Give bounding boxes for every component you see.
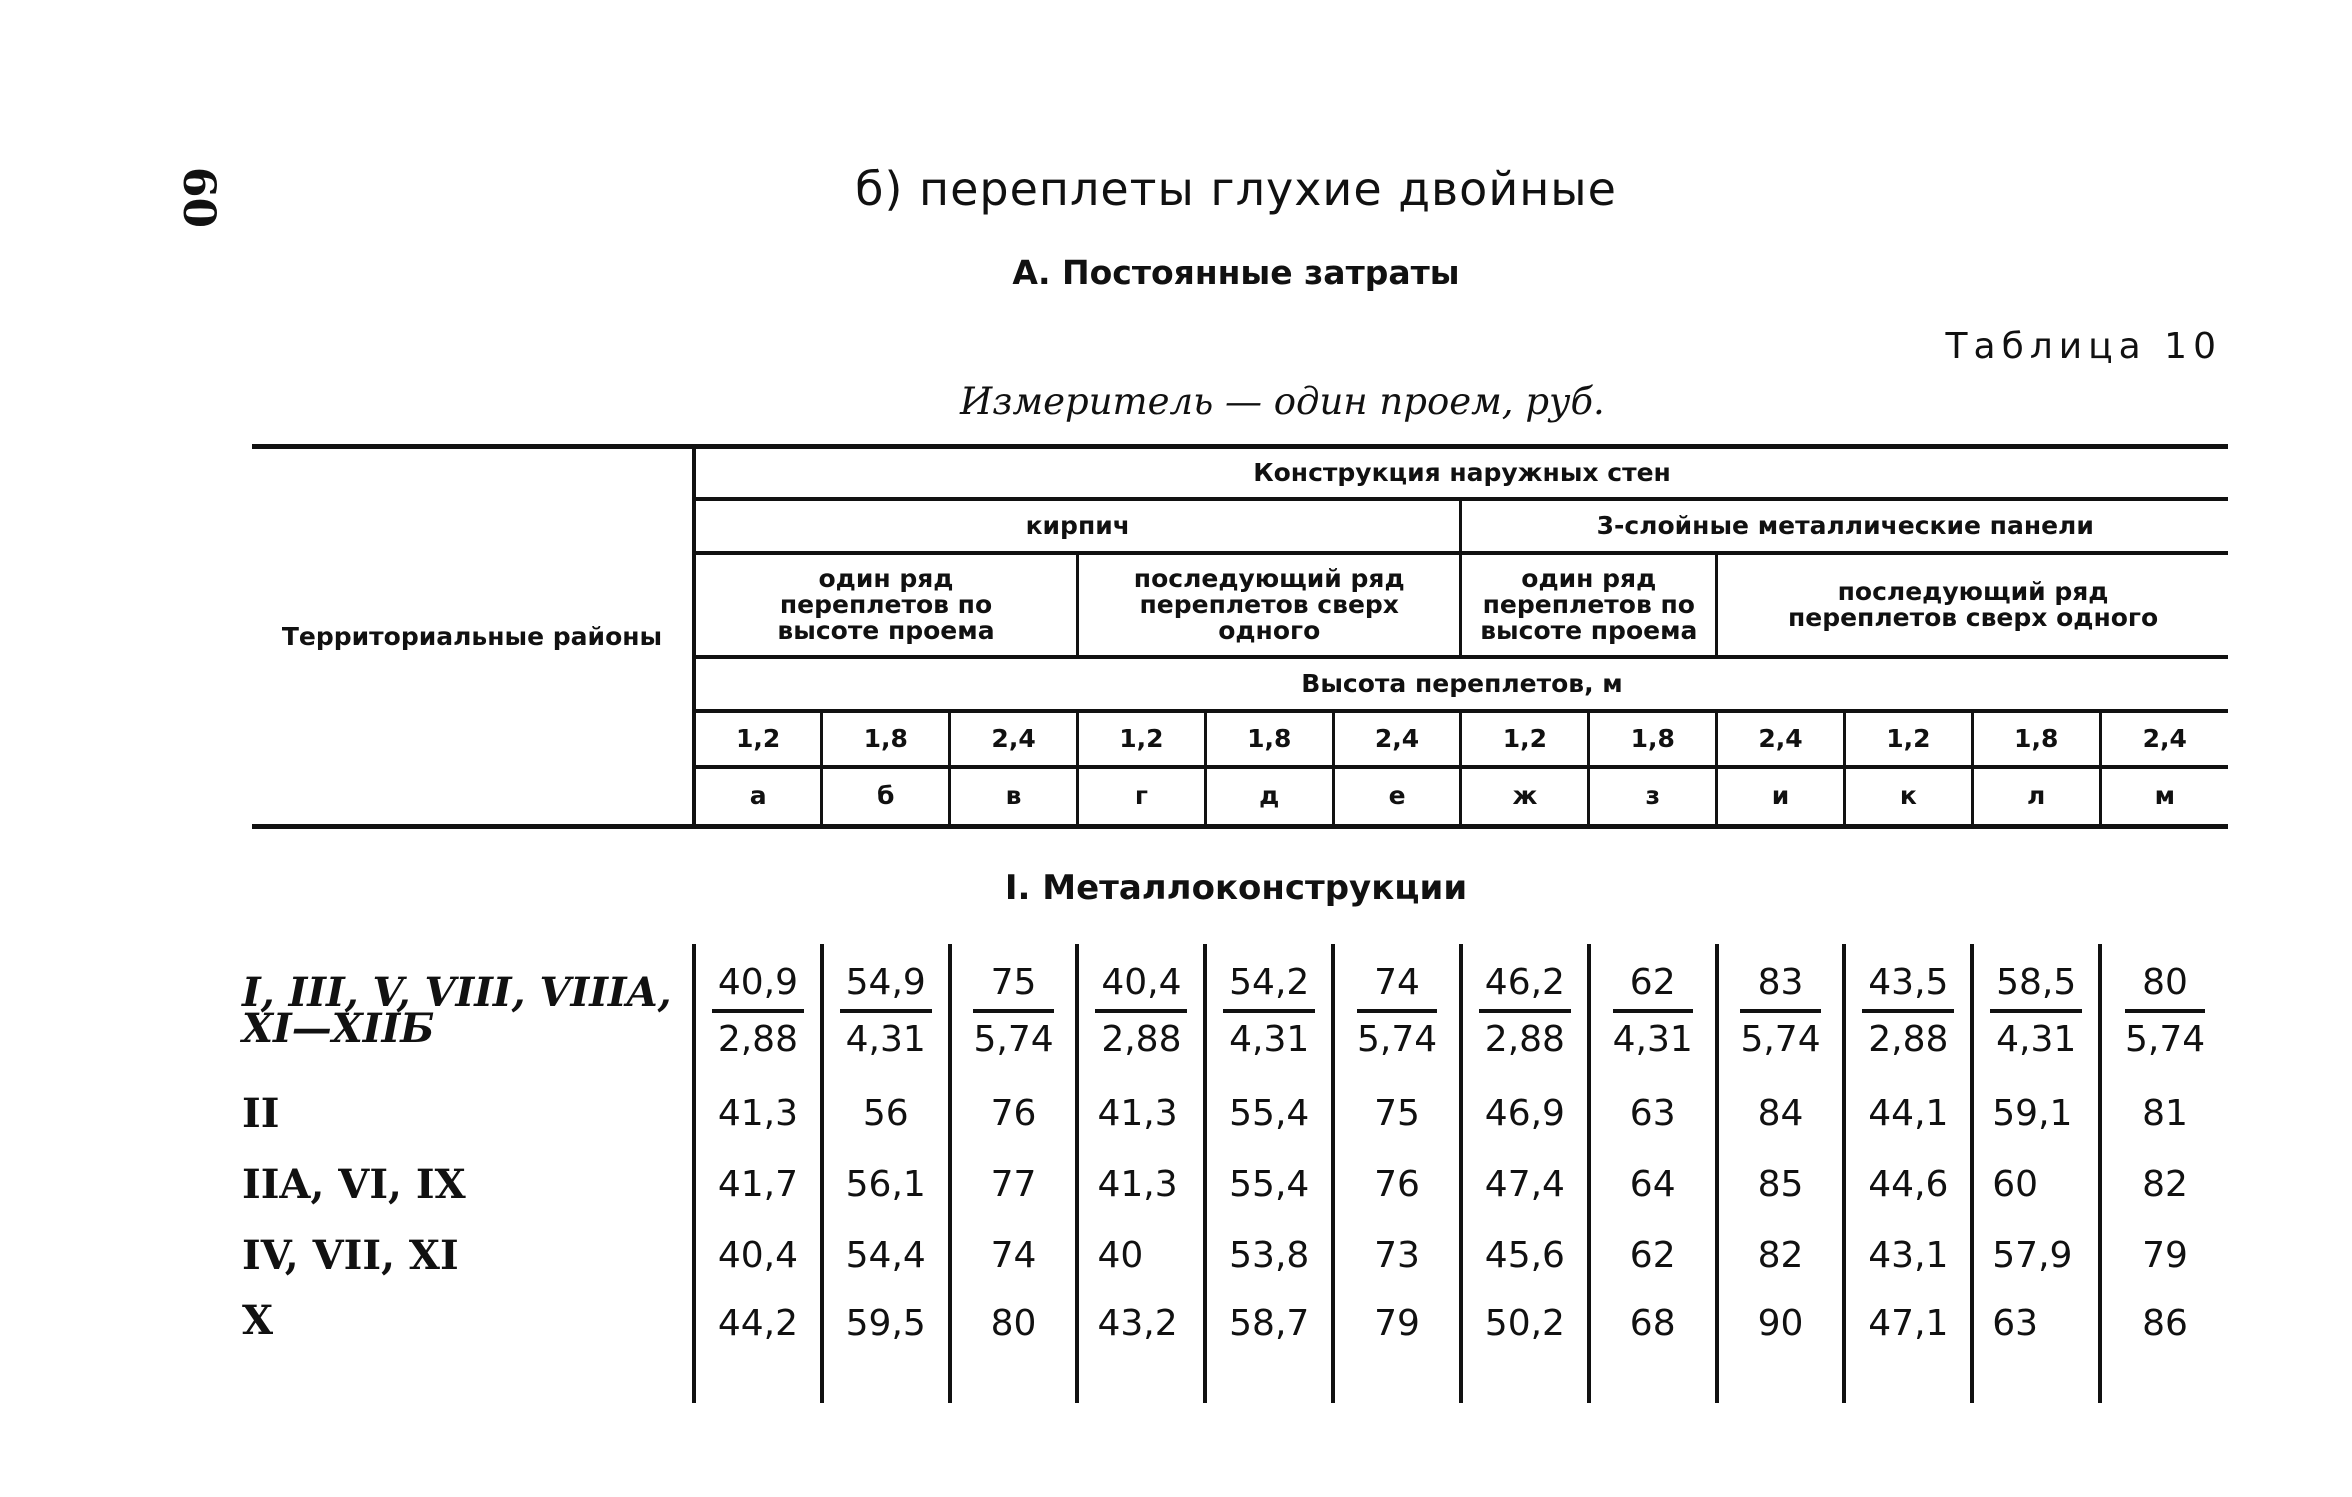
- fraction: [1357, 962, 1437, 1060]
- letter-cell: з: [1589, 767, 1717, 827]
- fraction-numerator: 80: [2125, 962, 2205, 1013]
- fraction-cell: [1077, 944, 1205, 1078]
- value-cell: 56: [822, 1078, 950, 1149]
- value-cell: 43,1: [1844, 1220, 1972, 1291]
- fraction-cell: [1333, 944, 1461, 1078]
- header-panel-next: последующий ряд переплетов сверх одного: [1717, 553, 2228, 657]
- section-subtitle: А. Постоянные затраты: [1012, 253, 1460, 292]
- value-cell: 53,8: [1205, 1220, 1333, 1291]
- fraction-numerator: 54,9: [840, 962, 932, 1013]
- page-title: б) переплеты глухие двойные: [855, 162, 1617, 216]
- letter-cell: б: [822, 767, 950, 827]
- value-cell: 68: [1589, 1291, 1717, 1403]
- fraction-denominator: 4,31: [845, 1019, 926, 1060]
- region-cell: IV, VII, XI: [242, 1231, 459, 1279]
- fraction-denominator: 2,88: [717, 1019, 798, 1060]
- fraction-cell: [1844, 944, 1972, 1078]
- letter-cell: в: [950, 767, 1078, 827]
- letter-cell: а: [694, 767, 822, 827]
- value-cell: 90: [1717, 1291, 1845, 1403]
- region-cell: X: [242, 1297, 274, 1344]
- fraction-numerator: 62: [1613, 962, 1693, 1013]
- table-header: [252, 444, 2228, 829]
- height-cell: 1,2: [1077, 711, 1205, 767]
- height-cell: 1,8: [822, 711, 950, 767]
- data-table: [238, 944, 2228, 1403]
- value-cell: 80: [950, 1291, 1078, 1403]
- fraction-denominator: 5,74: [1356, 1019, 1438, 1060]
- fraction: [973, 962, 1053, 1060]
- table-label: Таблица 10: [1945, 326, 2222, 367]
- value-cell: 59,5: [822, 1291, 950, 1403]
- value-cell: 63: [1972, 1291, 2100, 1403]
- height-cell: 1,2: [694, 711, 822, 767]
- letter-cell: л: [1972, 767, 2100, 827]
- letter-cell: и: [1717, 767, 1845, 827]
- measure-unit: Измеритель — один проем, руб.: [960, 380, 1605, 423]
- value-cell: 44,2: [694, 1291, 822, 1403]
- fraction-denominator: 2,88: [1484, 1019, 1565, 1060]
- height-cell: 2,4: [1717, 711, 1845, 767]
- value-cell: 82: [2100, 1149, 2228, 1220]
- value-cell: 59,1: [1972, 1078, 2100, 1149]
- fraction: [1613, 962, 1693, 1060]
- value-cell: 43,2: [1077, 1291, 1205, 1403]
- height-cell: 1,8: [1972, 711, 2100, 767]
- section-title: I. Металлоконструкции: [1004, 868, 1468, 908]
- height-cell: 1,2: [1461, 711, 1589, 767]
- header-brick-first: один ряд переплетов по высоте проема: [694, 553, 1077, 657]
- region-cell: II: [242, 1089, 280, 1137]
- value-cell: 44,6: [1844, 1149, 1972, 1220]
- fraction-cell: [1205, 944, 1333, 1078]
- fraction: [1095, 962, 1187, 1060]
- fraction: [1990, 962, 2082, 1060]
- value-cell: 46,9: [1461, 1078, 1589, 1149]
- fraction: [1740, 962, 1820, 1060]
- fraction-numerator: 40,9: [712, 962, 804, 1013]
- height-cell: 2,4: [1333, 711, 1461, 767]
- fraction-numerator: 40,4: [1095, 962, 1187, 1013]
- value-cell: 56,1: [822, 1149, 950, 1220]
- fraction-cell: [1589, 944, 1717, 1078]
- region-cell: IIA, VI, IX: [242, 1160, 466, 1208]
- header-construction: Конструкция наружных стен: [694, 447, 2228, 499]
- value-cell: 55,4: [1205, 1078, 1333, 1149]
- table-row: [238, 944, 2228, 1078]
- header-region: Территориальные районы: [252, 447, 694, 827]
- value-cell: 41,3: [1077, 1078, 1205, 1149]
- height-cell: 1,2: [1844, 711, 1972, 767]
- value-cell: 73: [1333, 1220, 1461, 1291]
- value-cell: 41,7: [694, 1149, 822, 1220]
- value-cell: 54,4: [822, 1220, 950, 1291]
- fraction: [1862, 962, 1954, 1060]
- fraction: [712, 962, 804, 1060]
- fraction-numerator: 54,2: [1223, 962, 1315, 1013]
- fraction-numerator: 74: [1357, 962, 1437, 1013]
- value-cell: 47,4: [1461, 1149, 1589, 1220]
- header-panel-first: один ряд переплетов по высоте проема: [1461, 553, 1717, 657]
- fraction-denominator: 2,88: [1101, 1019, 1182, 1060]
- fraction-cell: [1972, 944, 2100, 1078]
- value-cell: 62: [1589, 1220, 1717, 1291]
- fraction: [2125, 962, 2205, 1060]
- value-cell: 74: [950, 1220, 1078, 1291]
- fraction-denominator: 5,74: [973, 1019, 1054, 1060]
- fraction-denominator: 4,31: [1612, 1019, 1693, 1060]
- header-panels: 3-слойные металлические панели: [1461, 499, 2228, 553]
- fraction-denominator: 5,74: [2124, 1019, 2206, 1060]
- fraction-cell: [694, 944, 822, 1078]
- value-cell: 63: [1589, 1078, 1717, 1149]
- value-cell: 79: [2100, 1220, 2228, 1291]
- value-cell: 45,6: [1461, 1220, 1589, 1291]
- fraction-numerator: 46,2: [1479, 962, 1571, 1013]
- value-cell: 76: [1333, 1149, 1461, 1220]
- letter-cell: д: [1205, 767, 1333, 827]
- fraction: [840, 962, 932, 1060]
- fraction-denominator: 5,74: [1740, 1019, 1821, 1060]
- value-cell: 44,1: [1844, 1078, 1972, 1149]
- fraction-cell: [822, 944, 950, 1078]
- value-cell: 50,2: [1461, 1291, 1589, 1403]
- value-cell: 41,3: [1077, 1149, 1205, 1220]
- value-cell: 40: [1077, 1220, 1205, 1291]
- fraction-cell: [1717, 944, 1845, 1078]
- fraction-numerator: 58,5: [1990, 962, 2082, 1013]
- page-number: 60: [173, 166, 225, 229]
- value-cell: 40,4: [694, 1220, 822, 1291]
- letter-cell: г: [1077, 767, 1205, 827]
- table-row: [238, 1220, 2228, 1291]
- value-cell: 64: [1589, 1149, 1717, 1220]
- value-cell: 60: [1972, 1149, 2100, 1220]
- value-cell: 55,4: [1205, 1149, 1333, 1220]
- header-height: Высота переплетов, м: [694, 657, 2228, 711]
- header-brick: кирпич: [694, 499, 1461, 553]
- header-brick-next: последующий ряд переплетов сверх одного: [1077, 553, 1460, 657]
- height-cell: 1,8: [1589, 711, 1717, 767]
- fraction-denominator: 4,31: [1996, 1019, 2077, 1060]
- height-cell: 2,4: [2100, 711, 2228, 767]
- value-cell: 41,3: [694, 1078, 822, 1149]
- fraction-numerator: 83: [1740, 962, 1820, 1013]
- value-cell: 79: [1333, 1291, 1461, 1403]
- value-cell: 85: [1717, 1149, 1845, 1220]
- value-cell: 77: [950, 1149, 1078, 1220]
- fraction-cell: [1461, 944, 1589, 1078]
- value-cell: 57,9: [1972, 1220, 2100, 1291]
- fraction-cell: [950, 944, 1078, 1078]
- fraction-numerator: 43,5: [1862, 962, 1954, 1013]
- value-cell: 58,7: [1205, 1291, 1333, 1403]
- fraction: [1479, 962, 1571, 1060]
- fraction-denominator: 4,31: [1229, 1019, 1310, 1060]
- value-cell: 75: [1333, 1078, 1461, 1149]
- table-row: [238, 1078, 2228, 1149]
- fraction-denominator: 2,88: [1868, 1019, 1949, 1060]
- value-cell: 76: [950, 1078, 1078, 1149]
- value-cell: 86: [2100, 1291, 2228, 1403]
- letter-cell: е: [1333, 767, 1461, 827]
- fraction-cell: [2100, 944, 2228, 1078]
- fraction-numerator: 75: [973, 962, 1053, 1013]
- fraction: [1223, 962, 1315, 1060]
- value-cell: 82: [1717, 1220, 1845, 1291]
- value-cell: 47,1: [1844, 1291, 1972, 1403]
- table-row: [238, 1149, 2228, 1220]
- letter-cell: м: [2100, 767, 2228, 827]
- table-row: [238, 1291, 2228, 1403]
- region-cell: I, III, V, VIII, VIIIA, XI—XIIБ: [242, 969, 672, 1052]
- letter-cell: ж: [1461, 767, 1589, 827]
- value-cell: 84: [1717, 1078, 1845, 1149]
- letter-cell: к: [1844, 767, 1972, 827]
- height-cell: 1,8: [1205, 711, 1333, 767]
- value-cell: 81: [2100, 1078, 2228, 1149]
- height-cell: 2,4: [950, 711, 1078, 767]
